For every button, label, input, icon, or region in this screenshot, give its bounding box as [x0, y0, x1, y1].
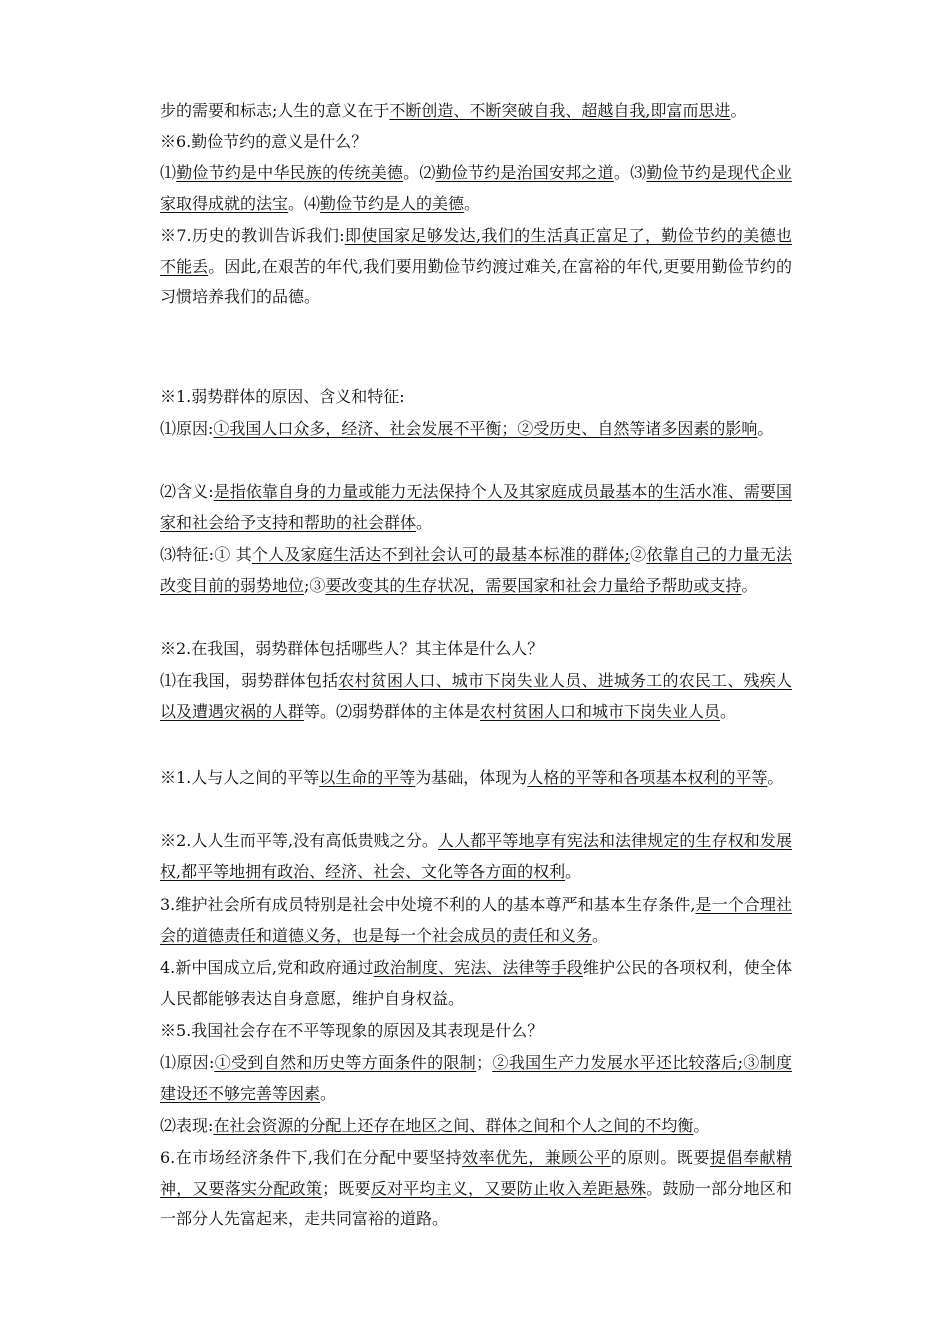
underlined-key-phrase: 勤俭节约是中华民族的传统美德 — [176, 163, 404, 182]
underlined-key-phrase: ①我国人口众多，经济、社会发展不平衡；②受历史、自然等诸多因素的影响 — [213, 419, 758, 438]
underlined-key-phrase: 即使国家足够发达,我们的生活真正富足了，勤俭节约的美德也不能丢 — [160, 226, 792, 276]
lesson-8-heading — [0, 731, 950, 761]
lesson7-q1-meaning: ⑵含义:是指依靠自身的力量或能力无法保持个人及其家庭成员最基本的生活水准、需要国家和社会给予支持和帮助的社会群体。 — [160, 482, 792, 532]
underlined-key-phrase: ①受到自然和历史等方面条件的限制 — [214, 1053, 477, 1072]
underlined-key-phrase: 农村贫困人口、城市下岗失业人员、进城务工的农民工、残疾人以及遭遇灾祸的人群 — [160, 671, 792, 721]
underlined-key-phrase: 农村贫困人口和城市下岗失业人员 — [480, 701, 721, 721]
underlined-key-phrase: 人格的平等和各项基本权利的平等 — [527, 768, 768, 787]
underlined-key-phrase: 个人及家庭生活达不到社会认可的最基本标准的群体; — [251, 545, 630, 564]
underlined-key-phrase: 人人都平等地享有宪法和法律规定的生存权和发展权,都平等地拥有政治、经济、社会、文化等各方面的权利 — [160, 831, 792, 881]
underlined-key-phrase: 勤俭节约是人的美德 — [320, 193, 465, 213]
question-6: ※6.勤俭节约的意义是什么？ — [160, 132, 368, 151]
lesson8-q5: ※5.我国社会存在不平等现象的原因及其表现是什么？ — [160, 1021, 544, 1040]
paragraph-meaning-of-life: 步的需要和标志;人生的意义在于不断创造、不断突破自我、超越自我,即富而思进。 — [160, 101, 747, 120]
lesson8-q1: ※1.人与人之间的平等以生命的平等为基础，体现为人格的平等和各项基本权利的平等。 — [160, 768, 784, 787]
lesson8-q5-manifestation: ⑵表现:在社会资源的分配上还存在地区之间、群体之间和个人之间的不均衡。 — [160, 1116, 710, 1135]
answer-6: ⑴勤俭节约是中华民族的传统美德。⑵勤俭节约是治国安邦之道。⑶勤俭节约是现代企业家取得成就的法宝。⑷勤俭节约是人的美德。 — [160, 163, 792, 213]
underlined-key-phrase: 勤俭节约是治国安邦之道 — [435, 163, 614, 182]
lesson7-q1-reason: ⑴原因:①我国人口众多，经济、社会发展不平衡；②受历史、自然等诸多因素的影响。 — [160, 419, 774, 438]
underlined-key-phrase: 效率优先，兼顾公平 — [462, 1148, 611, 1167]
underlined-key-phrase: 政治制度、宪法、法律等手段 — [373, 958, 583, 977]
underlined-key-phrase: 在社会资源的分配上还存在地区之间、群体之间和个人之间的不均衡 — [213, 1116, 694, 1135]
underlined-key-phrase: ②我国生产力发展水平还比较落后;③制度建设还不够完善等因素 — [160, 1053, 792, 1103]
lesson8-item4: 4.新中国成立后,党和政府通过政治制度、宪法、法律等手段维护公民的各项权利，使全体人民都能够表达自身意愿，维护自身权益。 — [160, 958, 792, 1008]
question-7: ※7.历史的教训告诉我们:即使国家足够发达,我们的生活真正富足了，勤俭节约的美德也不能丢。因此,在艰苦的年代,我们要用勤俭节约渡过难关,在富裕的年代,更要用勤俭节约的习惯培养我们的品德。 — [160, 226, 792, 306]
underlined-key-phrase: 要改变其的生存状况，需要国家和社会力量给予帮助或支持 — [325, 575, 742, 595]
underlined-key-phrase: 提倡奉献精神，又要落实分配政策 — [160, 1148, 792, 1198]
underlined-key-phrase: 是一个合理社会的道德责任和道德义务，也是每一个社会成员的责任和义务 — [160, 895, 792, 945]
unit-heading — [0, 318, 950, 348]
lesson7-q2-answer: ⑴在我国，弱势群体包括农村贫困人口、城市下岗失业人员、进城务工的农民工、残疾人以及遭遇灾祸的人群等。⑵弱势群体的主体是农村贫困人口和城市下岗失业人员。 — [160, 671, 792, 721]
underlined-key-phrase: 勤俭节约是现代企业家取得成就的法宝 — [160, 163, 792, 213]
lesson7-q1: ※1.弱势群体的原因、含义和特征: — [160, 387, 405, 406]
lesson8-q5-reason: ⑴原因:①受到自然和历史等方面条件的限制；②我国生产力发展水平还比较落后;③制度建设还不够完善等因素。 — [160, 1053, 792, 1103]
lesson8-q2: ※2.人人生而平等,没有高低贵贱之分。人人都平等地享有宪法和法律规定的生存权和发展权,都平等地拥有政治、经济、社会、文化等各方面的权利。 — [160, 831, 792, 881]
lesson7-q1-features: ⑶特征:① 其个人及家庭生活达不到社会认可的最基本标准的群体;②依靠自己的力量无法改变目前的弱势地位;③要改变其的生存状况，需要国家和社会力量给予帮助或支持。 — [160, 545, 792, 595]
lesson7-q2: ※2.在我国，弱势群体包括哪些人？其主体是什么人？ — [160, 639, 544, 658]
underlined-key-phrase: 依靠自己的力量无法改变目前的弱势地位 — [160, 545, 792, 595]
underlined-key-phrase: 以生命的平等 — [319, 768, 416, 787]
lesson-7-heading — [0, 350, 950, 380]
underlined-key-phrase: 反对平均主义，又要防止收入差距悬殊 — [370, 1178, 647, 1198]
underlined-key-phrase: 是指依靠自身的力量或能力无法保持个人及其家庭成员最基本的生活水准、需要国家和社会给予支持和帮助的社会群体 — [160, 482, 792, 532]
lesson8-item3: 3.维护社会所有成员特别是社会中处境不利的人的基本尊严和基本生存条件,是一个合理社会的道德责任和道德义务，也是每一个社会成员的责任和义务。 — [160, 895, 792, 945]
lesson8-item6: 6.在市场经济条件下,我们在分配中要坚持效率优先，兼顾公平的原则。既要提倡奉献精神，又要落实分配政策；既要反对平均主义，又要防止收入差距悬殊。鼓励一部分地区和一部分人先富起来，走共同富裕的道路。 — [160, 1148, 792, 1228]
underlined-key-phrase: 不断创造、不断突破自我、超越自我,即富而思进 — [389, 101, 731, 120]
